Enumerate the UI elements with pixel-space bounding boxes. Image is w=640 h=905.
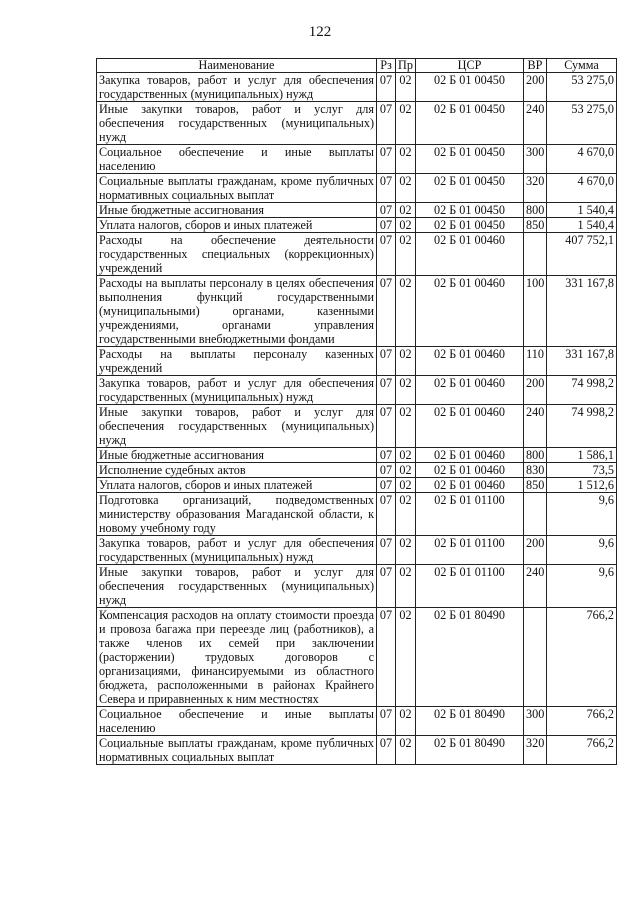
table-row bbox=[97, 463, 617, 478]
cell-name: Социальное обеспечение и иные выплаты населению bbox=[97, 145, 377, 174]
cell-sum: 53 275,0 bbox=[547, 73, 617, 102]
cell-csr: 02 Б 01 00450 bbox=[416, 203, 524, 218]
table-row bbox=[97, 203, 617, 218]
cell-sum: 53 275,0 bbox=[547, 102, 617, 145]
cell-pr: 02 bbox=[396, 174, 416, 203]
cell-csr: 02 Б 01 00460 bbox=[416, 376, 524, 405]
cell-pr: 02 bbox=[396, 405, 416, 448]
cell-vr: 240 bbox=[524, 102, 547, 145]
cell-vr: 800 bbox=[524, 448, 547, 463]
header-pr: Пр bbox=[396, 59, 416, 73]
table-row bbox=[97, 536, 617, 565]
cell-name: Уплата налогов, сборов и иных платежей bbox=[97, 478, 377, 493]
table-row bbox=[97, 73, 617, 102]
cell-pr: 02 bbox=[396, 276, 416, 347]
cell-sum: 74 998,2 bbox=[547, 376, 617, 405]
cell-sum: 1 512,6 bbox=[547, 478, 617, 493]
cell-vr: 320 bbox=[524, 174, 547, 203]
cell-vr bbox=[524, 608, 547, 707]
table-row bbox=[97, 405, 617, 448]
header-sum: Сумма bbox=[547, 59, 617, 73]
header-vr: ВР bbox=[524, 59, 547, 73]
cell-csr: 02 Б 01 00450 bbox=[416, 145, 524, 174]
cell-csr: 02 Б 01 80490 bbox=[416, 707, 524, 736]
cell-pr: 02 bbox=[396, 73, 416, 102]
cell-rz: 07 bbox=[377, 347, 396, 376]
cell-rz: 07 bbox=[377, 233, 396, 276]
cell-sum: 9,6 bbox=[547, 565, 617, 608]
table-row bbox=[97, 102, 617, 145]
table-header-row bbox=[97, 59, 617, 73]
budget-table bbox=[96, 58, 617, 765]
cell-name: Иные бюджетные ассигнования bbox=[97, 448, 377, 463]
cell-vr: 320 bbox=[524, 736, 547, 765]
header-rz: Рз bbox=[377, 59, 396, 73]
cell-csr: 02 Б 01 00450 bbox=[416, 218, 524, 233]
cell-pr: 02 bbox=[396, 218, 416, 233]
table-row bbox=[97, 218, 617, 233]
cell-sum: 1 586,1 bbox=[547, 448, 617, 463]
cell-vr: 200 bbox=[524, 376, 547, 405]
cell-pr: 02 bbox=[396, 608, 416, 707]
cell-csr: 02 Б 01 00460 bbox=[416, 463, 524, 478]
cell-pr: 02 bbox=[396, 347, 416, 376]
cell-vr bbox=[524, 493, 547, 536]
cell-name: Иные закупки товаров, работ и услуг для обеспечения государственных (муниципальных) нужд bbox=[97, 565, 377, 608]
cell-pr: 02 bbox=[396, 102, 416, 145]
cell-csr: 02 Б 01 01100 bbox=[416, 536, 524, 565]
table-row bbox=[97, 448, 617, 463]
header-csr: ЦСР bbox=[416, 59, 524, 73]
cell-name: Иные закупки товаров, работ и услуг для обеспечения государственных (муниципальных) нужд bbox=[97, 102, 377, 145]
cell-pr: 02 bbox=[396, 565, 416, 608]
table-row bbox=[97, 565, 617, 608]
table-row bbox=[97, 478, 617, 493]
cell-name: Социальное обеспечение и иные выплаты населению bbox=[97, 707, 377, 736]
table-row bbox=[97, 736, 617, 765]
cell-rz: 07 bbox=[377, 203, 396, 218]
cell-rz: 07 bbox=[377, 565, 396, 608]
cell-name: Иные бюджетные ассигнования bbox=[97, 203, 377, 218]
cell-vr bbox=[524, 233, 547, 276]
cell-vr: 200 bbox=[524, 73, 547, 102]
cell-name: Компенсация расходов на оплату стоимости проезда и провоза багажа при переезде лиц (работников), а также членов их семей при заключении (расторжении) трудовых договоров с организациями, финансируемыми из областного бюджета, расположенными в районах Крайнего Севера и приравненных к ним местностях bbox=[97, 608, 377, 707]
cell-pr: 02 bbox=[396, 478, 416, 493]
cell-rz: 07 bbox=[377, 73, 396, 102]
cell-sum: 407 752,1 bbox=[547, 233, 617, 276]
cell-pr: 02 bbox=[396, 463, 416, 478]
cell-vr: 100 bbox=[524, 276, 547, 347]
table-row bbox=[97, 608, 617, 707]
cell-rz: 07 bbox=[377, 493, 396, 536]
cell-rz: 07 bbox=[377, 218, 396, 233]
cell-name: Социальные выплаты гражданам, кроме публичных нормативных социальных выплат bbox=[97, 736, 377, 765]
cell-vr: 300 bbox=[524, 145, 547, 174]
cell-pr: 02 bbox=[396, 493, 416, 536]
cell-csr: 02 Б 01 00460 bbox=[416, 405, 524, 448]
cell-pr: 02 bbox=[396, 707, 416, 736]
cell-rz: 07 bbox=[377, 174, 396, 203]
cell-sum: 4 670,0 bbox=[547, 174, 617, 203]
cell-pr: 02 bbox=[396, 203, 416, 218]
cell-sum: 766,2 bbox=[547, 707, 617, 736]
table-row bbox=[97, 493, 617, 536]
table-row bbox=[97, 174, 617, 203]
cell-sum: 73,5 bbox=[547, 463, 617, 478]
cell-rz: 07 bbox=[377, 478, 396, 493]
cell-sum: 331 167,8 bbox=[547, 276, 617, 347]
cell-rz: 07 bbox=[377, 707, 396, 736]
cell-name: Исполнение судебных актов bbox=[97, 463, 377, 478]
cell-rz: 07 bbox=[377, 608, 396, 707]
cell-rz: 07 bbox=[377, 405, 396, 448]
cell-vr: 240 bbox=[524, 405, 547, 448]
cell-name: Закупка товаров, работ и услуг для обеспечения государственных (муниципальных) нужд bbox=[97, 73, 377, 102]
cell-sum: 331 167,8 bbox=[547, 347, 617, 376]
cell-sum: 766,2 bbox=[547, 736, 617, 765]
cell-sum: 9,6 bbox=[547, 536, 617, 565]
cell-csr: 02 Б 01 00460 bbox=[416, 233, 524, 276]
cell-pr: 02 bbox=[396, 233, 416, 276]
cell-vr: 240 bbox=[524, 565, 547, 608]
cell-name: Уплата налогов, сборов и иных платежей bbox=[97, 218, 377, 233]
cell-sum: 1 540,4 bbox=[547, 203, 617, 218]
page-number: 122 bbox=[308, 24, 332, 40]
cell-rz: 07 bbox=[377, 463, 396, 478]
cell-rz: 07 bbox=[377, 448, 396, 463]
cell-vr: 830 bbox=[524, 463, 547, 478]
cell-sum: 4 670,0 bbox=[547, 145, 617, 174]
cell-name: Иные закупки товаров, работ и услуг для обеспечения государственных (муниципальных) нужд bbox=[97, 405, 377, 448]
cell-name: Расходы на обеспечение деятельности государственных специальных (коррекционных) учреждений bbox=[97, 233, 377, 276]
cell-rz: 07 bbox=[377, 102, 396, 145]
cell-vr: 110 bbox=[524, 347, 547, 376]
table-row bbox=[97, 347, 617, 376]
cell-pr: 02 bbox=[396, 448, 416, 463]
cell-vr: 800 bbox=[524, 203, 547, 218]
cell-name: Расходы на выплаты персоналу казенных учреждений bbox=[97, 347, 377, 376]
cell-csr: 02 Б 01 01100 bbox=[416, 493, 524, 536]
cell-pr: 02 bbox=[396, 376, 416, 405]
cell-csr: 02 Б 01 01100 bbox=[416, 565, 524, 608]
header-name: Наименование bbox=[97, 59, 377, 73]
cell-csr: 02 Б 01 00460 bbox=[416, 276, 524, 347]
cell-sum: 766,2 bbox=[547, 608, 617, 707]
table-row bbox=[97, 276, 617, 347]
cell-pr: 02 bbox=[396, 736, 416, 765]
cell-name: Закупка товаров, работ и услуг для обеспечения государственных (муниципальных) нужд bbox=[97, 536, 377, 565]
cell-pr: 02 bbox=[396, 536, 416, 565]
cell-sum: 74 998,2 bbox=[547, 405, 617, 448]
cell-name: Расходы на выплаты персоналу в целях обеспечения выполнения функций государственными (муниципальными) органами, казенными учреждениями, органами управления государственными внебюджетными фондами bbox=[97, 276, 377, 347]
cell-csr: 02 Б 01 00460 bbox=[416, 478, 524, 493]
cell-rz: 07 bbox=[377, 376, 396, 405]
cell-csr: 02 Б 01 80490 bbox=[416, 608, 524, 707]
cell-csr: 02 Б 01 00460 bbox=[416, 347, 524, 376]
cell-name: Социальные выплаты гражданам, кроме публичных нормативных социальных выплат bbox=[97, 174, 377, 203]
table-row bbox=[97, 233, 617, 276]
cell-sum: 1 540,4 bbox=[547, 218, 617, 233]
cell-vr: 850 bbox=[524, 478, 547, 493]
cell-name: Подготовка организаций, подведомственных министерству образования Магаданской области, к новому учебному году bbox=[97, 493, 377, 536]
cell-pr: 02 bbox=[396, 145, 416, 174]
table-row bbox=[97, 376, 617, 405]
cell-csr: 02 Б 01 80490 bbox=[416, 736, 524, 765]
cell-csr: 02 Б 01 00460 bbox=[416, 448, 524, 463]
cell-csr: 02 Б 01 00450 bbox=[416, 73, 524, 102]
cell-vr: 850 bbox=[524, 218, 547, 233]
table-row bbox=[97, 145, 617, 174]
table-row bbox=[97, 707, 617, 736]
cell-rz: 07 bbox=[377, 145, 396, 174]
cell-vr: 200 bbox=[524, 536, 547, 565]
cell-name: Закупка товаров, работ и услуг для обеспечения государственных (муниципальных) нужд bbox=[97, 376, 377, 405]
cell-rz: 07 bbox=[377, 536, 396, 565]
cell-csr: 02 Б 01 00450 bbox=[416, 174, 524, 203]
cell-rz: 07 bbox=[377, 736, 396, 765]
cell-csr: 02 Б 01 00450 bbox=[416, 102, 524, 145]
cell-vr: 300 bbox=[524, 707, 547, 736]
cell-sum: 9,6 bbox=[547, 493, 617, 536]
cell-rz: 07 bbox=[377, 276, 396, 347]
